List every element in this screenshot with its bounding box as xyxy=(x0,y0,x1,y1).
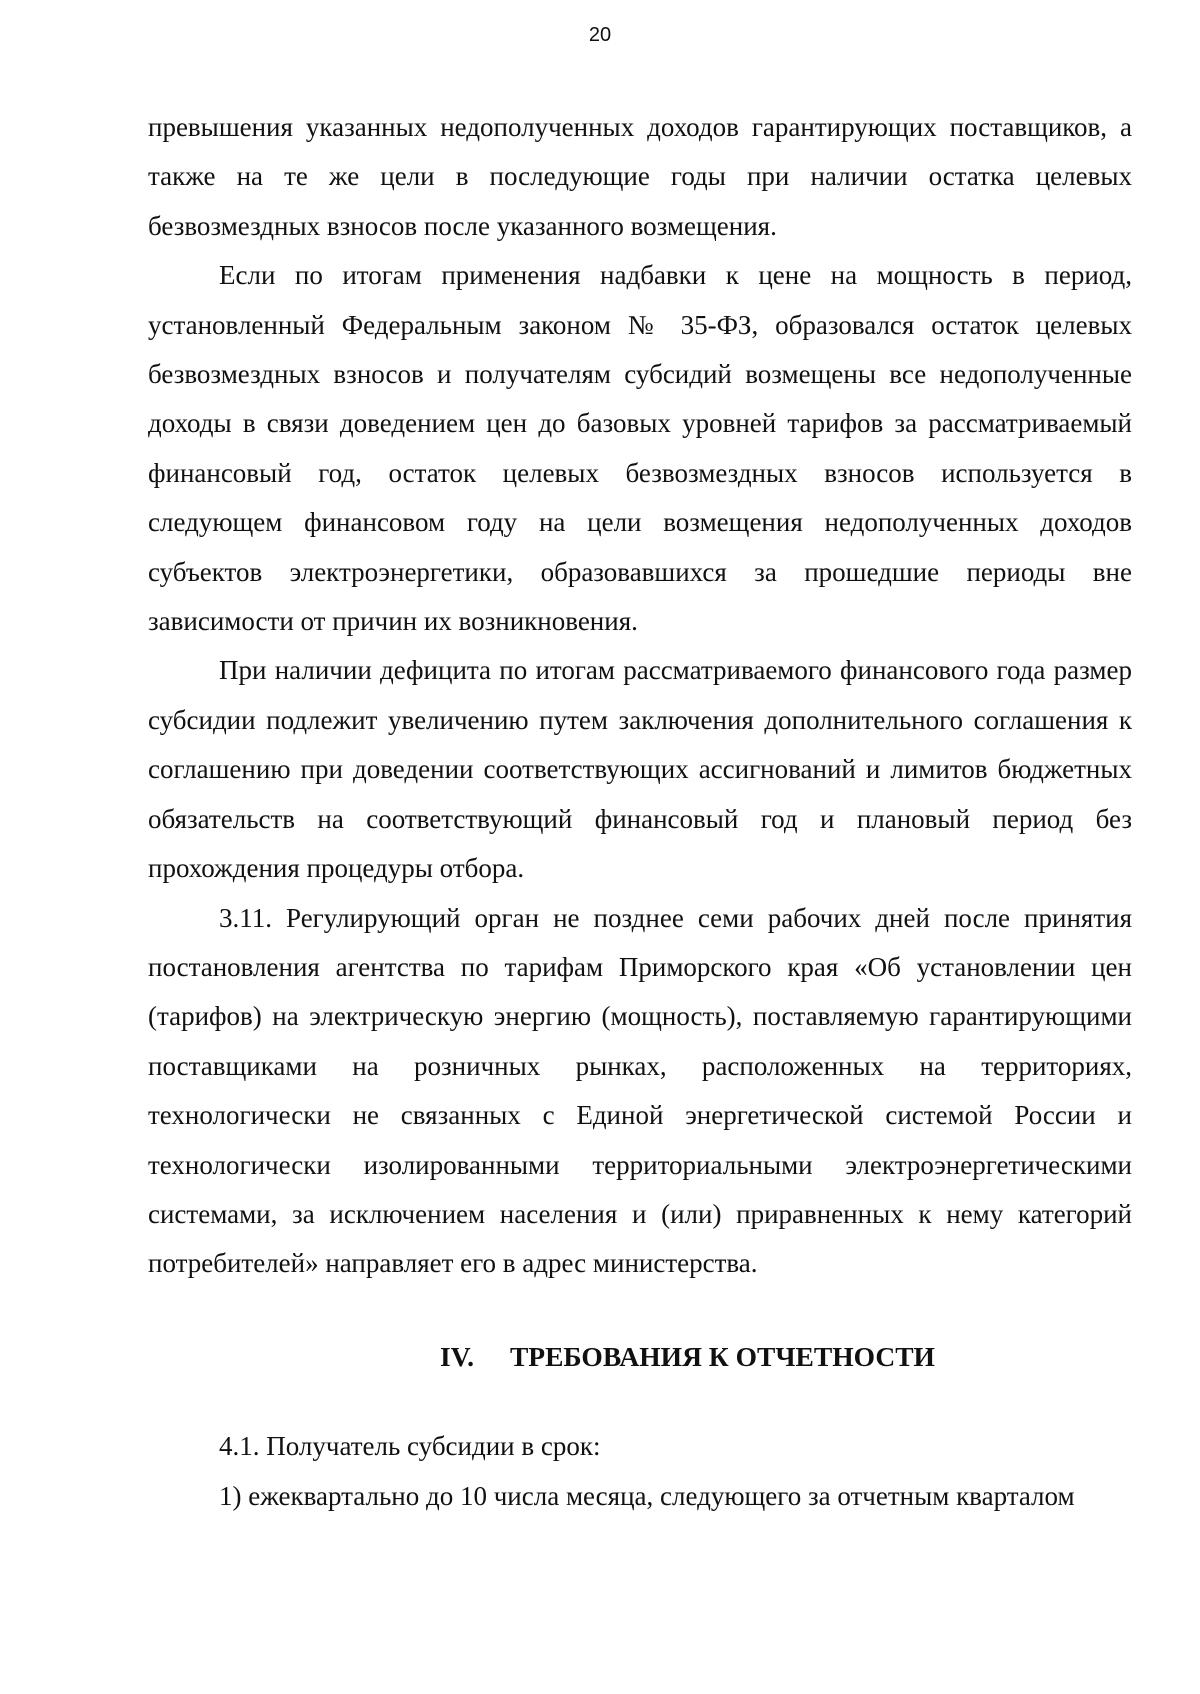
paragraph-continuation: превышения указанных недополученных доходов гарантирующих поставщиков, а также на те же цели в последующие годы при наличии остатка целевых безвозмездных взносов после указанного возмещения. xyxy=(148,112,1132,241)
document-body xyxy=(148,103,1132,1521)
paragraph-4-1: 4.1. Получатель субсидии в срок: xyxy=(219,1431,601,1462)
paragraph-surplus-contributions: Если по итогам применения надбавки к цене на мощность в период, установленный Федеральным законом № 35-ФЗ, образовался остаток целевых безвозмездных взносов и получателям субсидий возмещены все недополученные доходы в связи доведением цен до базовых уровней тарифов за рассматриваемый финансовый год, остаток целевых безвозмездных взносов используется в следующем финансовом году на цели возмещения недополученных доходов субъектов электроэнергетики, образовавшихся за прошедшие периоды вне зависимости от причин их возникновения. xyxy=(148,260,1132,637)
paragraph-deficit: При наличии дефицита по итогам рассматриваемого финансового года размер субсидии подлежит увеличению путем заключения дополнительного соглашения к соглашению при доведении соответствующих ассигнований и лимитов бюджетных обязательств на соответствующий финансовый год и плановый период без прохождения процедуры отбора. xyxy=(148,655,1132,884)
page-number: 20 xyxy=(588,24,612,46)
section-title: ТРЕБОВАНИЯ К ОТЧЕТНОСТИ xyxy=(509,1340,935,1372)
paragraph-4-1-item-1: 1) ежеквартально до 10 числа месяца, следующего за отчетным кварталом xyxy=(219,1480,1075,1511)
paragraph-3-11: 3.11. Регулирующий орган не позднее семи рабочих дней после принятия постановления агентства по тарифам Приморского края «Об установлении цен (тарифов) на электрическую энергию (мощность), поставляемую гарантирующими поставщиками на розничных рынках, расположенных на территориях, технологически не связанных с Единой энергетической системой России и технологически изолированными территориальными электроэнергетическими системами, за исключением населения и (или) приравненных к нему категорий потребителей» направляет его в адрес министерства. xyxy=(148,902,1132,1279)
section-number: IV. xyxy=(440,1340,474,1372)
section-heading xyxy=(148,1289,1132,1422)
